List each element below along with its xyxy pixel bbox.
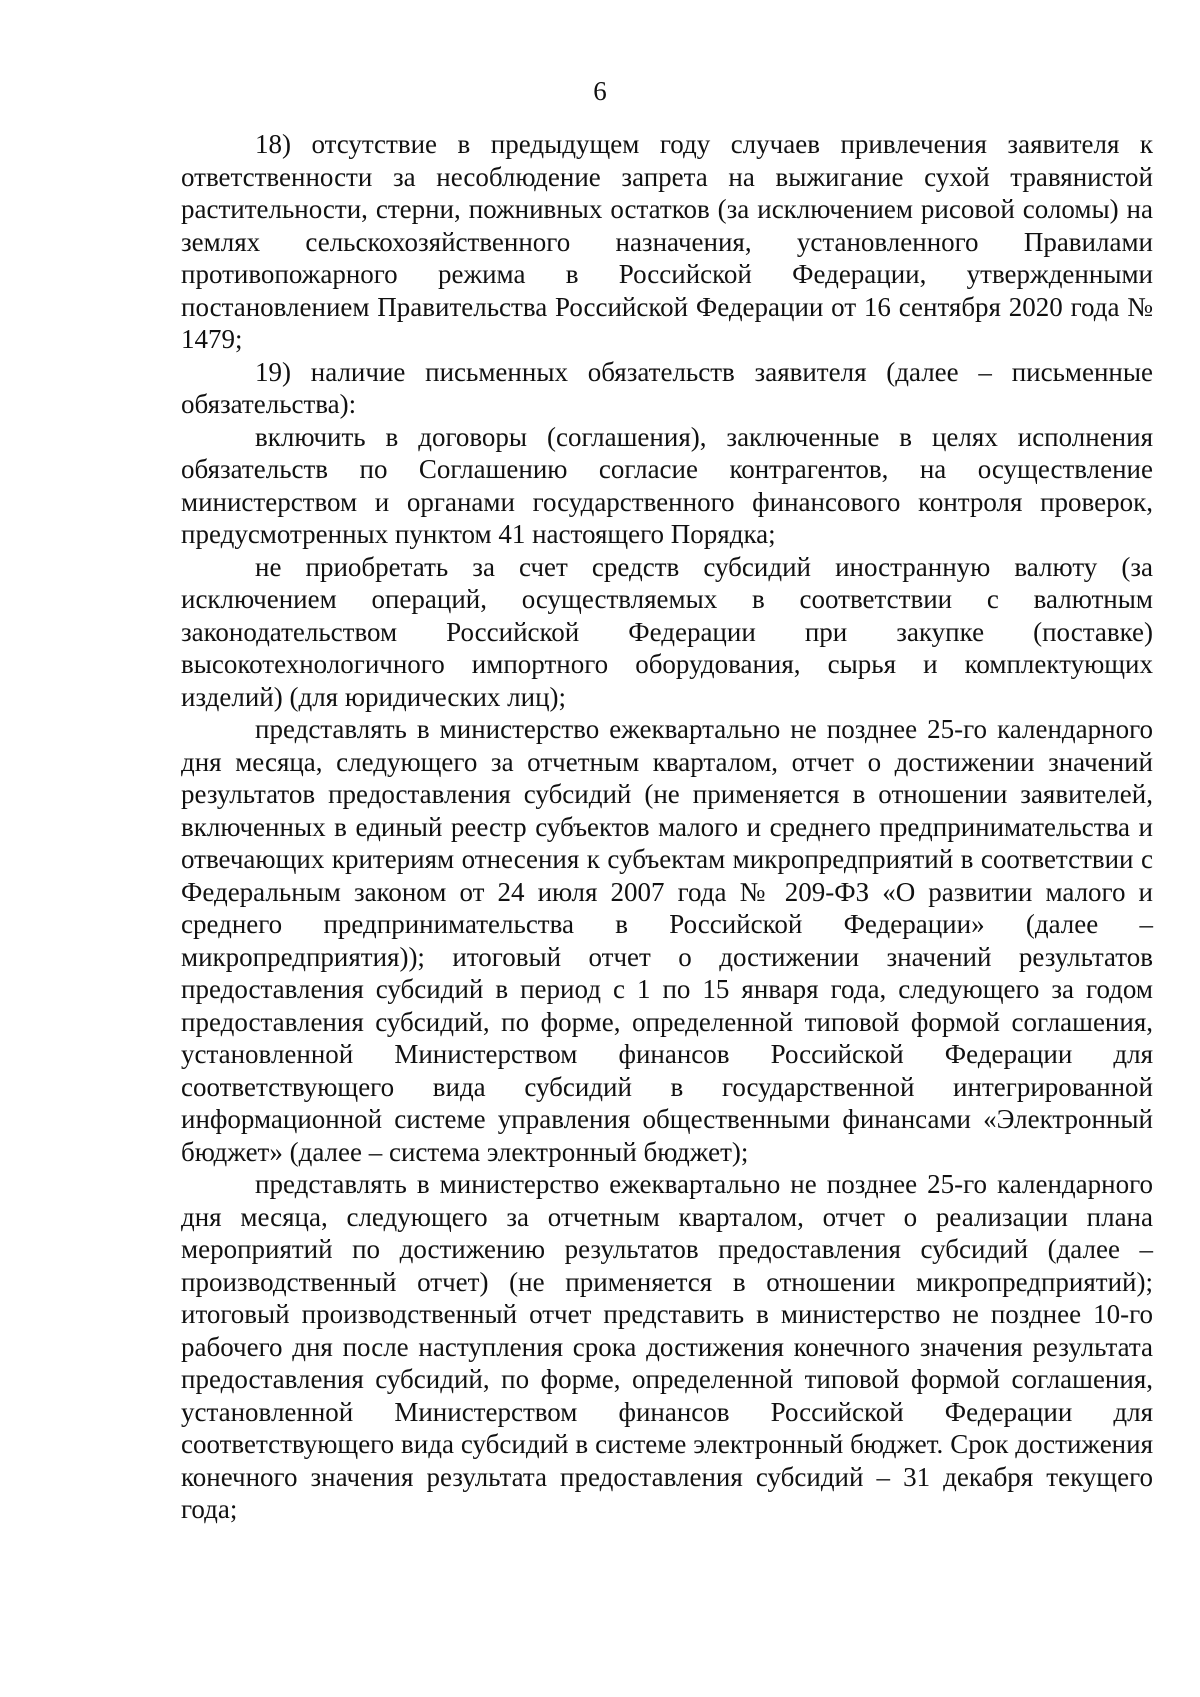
paragraph-obligation-contracts: включить в договоры (соглашения), заключенные в целях исполнения обязательств по Соглашению согласие контрагентов, на осуществление министерством и органами государственного финансового контроля проверок, предусмотренных пунктом 41 настоящего Порядка; <box>181 421 1153 549</box>
document-body <box>181 128 1153 1526</box>
paragraph-obligation-production-report: представлять в министерство ежеквартально не позднее 25-го календарного дня месяца, следующего за отчетным кварталом, отчет о реализации плана мероприятий по достижению результатов предоставления субсидий (далее – производственный отчет) (не применяется в отношении микропредприятий); итоговый производственный отчет представить в министерство не позднее 10-го рабочего дня после наступления срока достижения конечного значения результата предоставления субсидий, по форме, определенной типовой формой соглашения, установленной Министерством финансов Российской Федерации для соответствующего вида субсидий в системе электронный бюджет. Срок достижения конечного значения результата предоставления субсидий – 31 декабря текущего года; <box>181 1169 1153 1524</box>
paragraph-item-18: 18) отсутствие в предыдущем году случаев привлечения заявителя к ответственности за несоблюдение запрета на выжигание сухой травянистой растительности, стерни, пожнивных остатков (за исключением рисовой соломы) на землях сельскохозяйственного назначения, установленного Правилами противопожарного режима в Российской Федерации, утвержденными постановлением Правительства Российской Федерации от 16 сентября 2020 года № 1479; <box>181 129 1153 354</box>
page-number: 6 <box>593 76 607 106</box>
paragraph-item-19: 19) наличие письменных обязательств заявителя (далее – письменные обязательства): <box>181 356 1153 419</box>
paragraph-obligation-currency: не приобретать за счет средств субсидий иностранную валюту (за исключением операций, осуществляемых в соответствии с валютным законодательством Российской Федерации при закупке (поставке) высокотехнологичного импортного оборудования, сырья и комплектующих изделий) (для юридических лиц); <box>181 551 1153 712</box>
paragraph-obligation-results-report: представлять в министерство ежеквартально не позднее 25-го календарного дня месяца, следующего за отчетным кварталом, отчет о достижении значений результатов предоставления субсидий (не применяется в отношении заявителей, включенных в единый реестр субъектов малого и среднего предпринимательства и отвечающих критериям отнесения к субъектам микропредприятий в соответствии с Федеральным законом от 24 июля 2007 года № 209-ФЗ «О развитии малого и среднего предпринимательства в Российской Федерации» (далее – микропредприятия)); итоговый отчет о достижении значений результатов предоставления субсидий в период с 1 по 15 января года, следующего за годом предоставления субсидий, по форме, определенной типовой формой соглашения, установленной Министерством финансов Российской Федерации для соответствующего вида субсидий в государственной интегрированной информационной системе управления общественными финансами «Электронный бюджет» (далее – система электронный бюджет); <box>181 714 1153 1167</box>
